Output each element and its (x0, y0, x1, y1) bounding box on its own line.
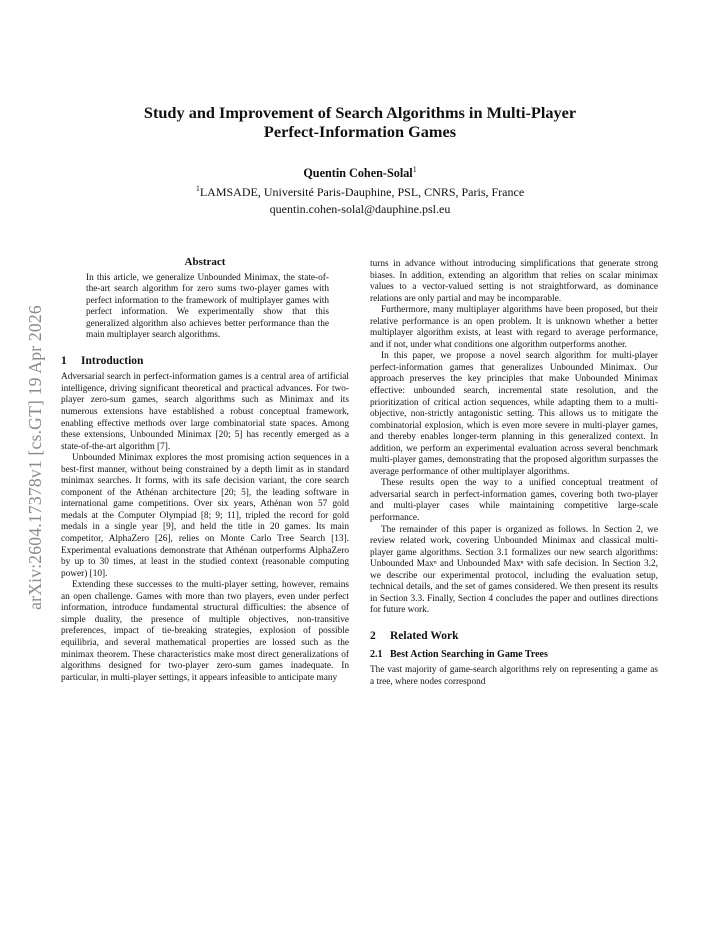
abstract-body (86, 273, 329, 342)
intro-paragraph-3: Extending these successes to the multi-player setting, however, remains an open challenge. Games with more than two players, even under perfect information, introduce fundamental structural difficulties: the absence of simple duality, the presence of multiple objectives, non-transitive preferences, impact of tie-breaking strategies, explosion of possible equilibria, and several mathematical properties are lossed such as the minimax theorem. These characteristics make most direct generalizations of algorithms designed for two-player zero-sum games inadequate. In particular, in multi-player settings, it appears infeasible to anticipate many (61, 580, 349, 683)
intro-paragraph-1: Adversarial search in perfect-information games is a central area of artificial intelligence, driving significant theoretical and practical advances. For two-player zero-sum games, search algorithms such as Minimax and its numerous extensions have established a robust conceptual framework, enabling effective methods over large combinatorial state spaces. Among these extensions, Unbounded Minimax [20; 5] has recently emerged as a state-of-the-art algorithm [7]. (61, 372, 349, 452)
title-line-2: Perfect-Information Games (263, 122, 457, 141)
section-2-heading (370, 631, 658, 643)
affiliation-text: LAMSADE, Université Paris-Dauphine, PSL, CNRS, Paris, France (199, 185, 525, 199)
abstract-heading: Abstract (184, 256, 226, 268)
affiliation-line (60, 184, 660, 200)
section-1-number: 1 (61, 354, 67, 367)
arxiv-stamp (20, 262, 50, 652)
section-2-number: 2 (370, 629, 376, 642)
intro-paragraph-8: The remainder of this paper is organized as follows. In Section 2, we review related work, covering Unbounded Minimax and classical multi-player game algorithms. Section 3.1 formalizes our new search algorithms: Unbounded Maxⁿ and Unbounded Maxⁿ with safe decision. In Section 3.2, we describe our experimental protocol, including the evaluation setup, technical details, and the set of games considered. We then present its results in Section 3.3. Finally, Section 4 concludes the paper and outlines directions for future work. (370, 524, 658, 616)
abstract-text: In this article, we generalize Unbounded Minimax, the state-of-the-art search algorithm for zero sums two-player games with perfect information to the framework of multiplayer games with perfect information. We experimentally show that this generalized algorithm also achieves better performance than the main multiplayer search algorithms. (86, 272, 329, 341)
author-line (60, 165, 660, 181)
section-1-title: Introduction (81, 354, 144, 367)
paper-title (60, 103, 660, 141)
intro-paragraph-6: In this paper, we propose a novel search algorithm for multi-player perfect-information games that generalizes Unbounded Minimax. Our approach preserves the key principles that make Unbounded Minimax effective: unbounded search, incremental state resolution, and the prioritization of critical action sequences, while adapting them to a multi-objective, non-strictly antagonistic setting. This allows us to mitigate the combinatorial explosion, which is even more severe in multi-player games, and thereby enables longer-term planning in this generalized context. In addition, we perform an experimental evaluation across several benchmark multi-player games, demonstrating that the proposed algorithm surpasses the average performance of other multiplayer algorithms. (370, 351, 658, 477)
intro-paragraph-4: turns in advance without introducing simplifications that generate strong biases. In addition, extending an algorithm that relies on scalar minimax values to a vector-valued setting is not straightforward, as dominance relations are only partial and may be incomparable. (370, 259, 658, 304)
subsection-2-1-heading (370, 649, 658, 661)
subsection-2-1-title: Best Action Searching in Game Trees (390, 648, 548, 660)
intro-paragraph-5: Furthermore, many multiplayer algorithms have been proposed, but their relative performance is an open problem. It is unknown whether a better multiplayer algorithm exists, at least with regard to average performance, and if not, under what conditions one algorithm outperforms another. (370, 305, 658, 350)
arxiv-identifier: arXiv:2604.17378v1 [cs.GT] 19 Apr 2026 (24, 304, 45, 610)
right-column (370, 259, 658, 688)
left-column (61, 257, 349, 684)
section-2-title: Related Work (390, 629, 459, 642)
section-1-heading (61, 356, 349, 368)
related-work-paragraph-1: The vast majority of game-search algorithms rely on representing a game as a tree, where nodes correspond (370, 665, 658, 687)
affiliation-mark: 1 (195, 184, 200, 193)
author-email: quentin.cohen-solal@dauphine.psl.eu (269, 202, 451, 216)
intro-paragraph-2: Unbounded Minimax explores the most promising action sequences in a best-first manner, without being constrained by a depth limit as in standard minimax searches. It forms, with its safe decision variant, the core search component of the Athénan architecture [20; 5], the leading software in international game competitions. Over six years, Athénan won 57 gold medals at the Computer Olympiad [8; 9; 11], tripled the record for gold medals in a single year [9], and held the title in 20 games. Its main competitor, AlphaZero [26], relies on Monte Carlo Tree Search [13]. Experimental evaluations demonstrate that Athénan outperforms AlphaZero by up to 30 times, at least in the studied context (reasonable computing power) [10]. (61, 453, 349, 579)
author-name: Quentin Cohen-Solal (303, 166, 413, 180)
author-affiliation-mark: 1 (412, 165, 417, 174)
subsection-2-1-number: 2.1 (370, 648, 383, 660)
intro-paragraph-7: These results open the way to a unified conceptual treatment of adversarial search in perfect-information games, covering both two-player and multi-player cases while maintaining competitive large-scale performance. (370, 478, 658, 524)
title-line-1: Study and Improvement of Search Algorithms in Multi-Player (143, 103, 577, 122)
